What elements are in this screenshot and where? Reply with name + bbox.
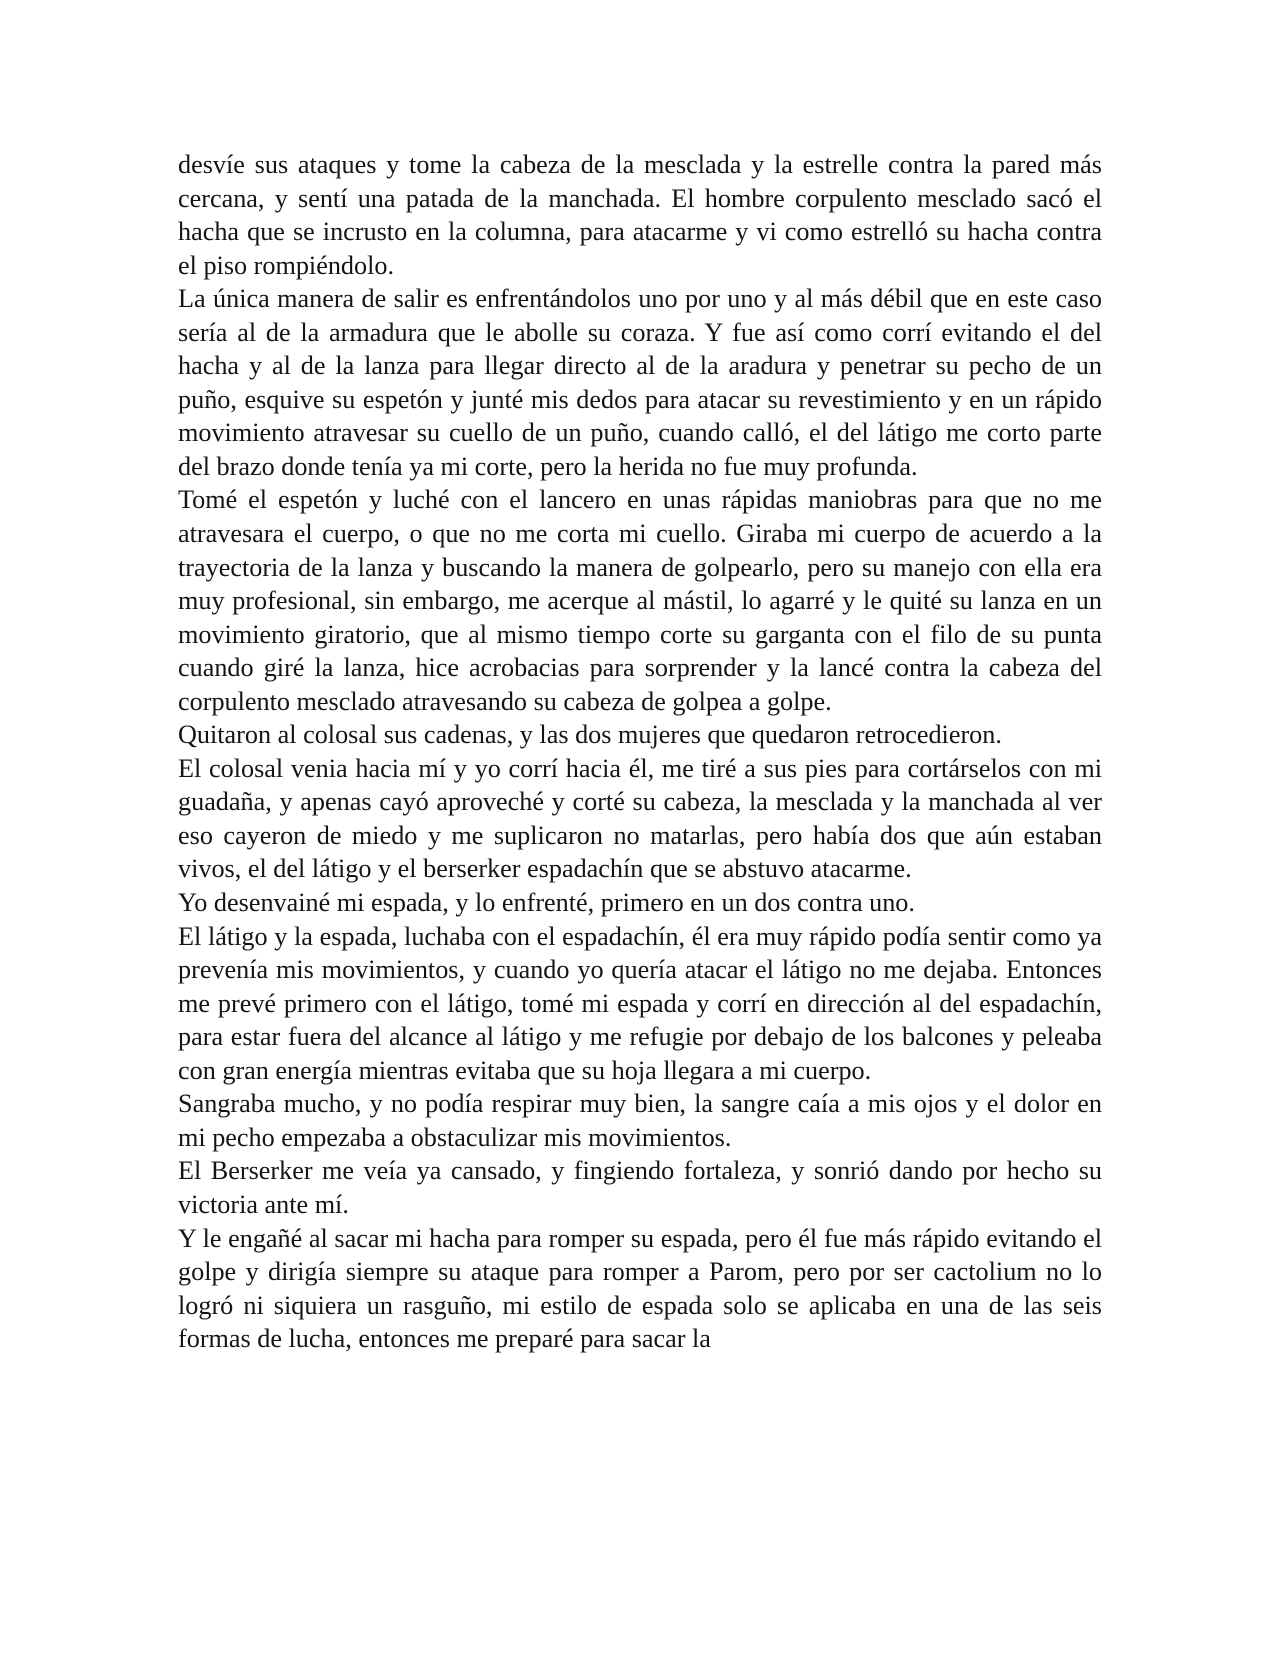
paragraph-1: desvíe sus ataques y tome la cabeza de la mesclada y la estrelle contra la pared más cercana, y sentí una patada de la manchada. El hombre corpulento mesclado sacó el hacha que se incrusto en la columna, para atacarme y vi como estrelló su hacha contra el piso rompiéndolo. <box>178 150 1102 280</box>
paragraph-4: Quitaron al colosal sus cadenas, y las dos mujeres que quedaron retrocedieron. <box>178 720 1002 750</box>
paragraph-8: Sangraba mucho, y no podía respirar muy bien, la sangre caía a mis ojos y el dolor en mi pecho empezaba a obstaculizar mis movimientos. <box>178 1089 1102 1152</box>
paragraph-5: El colosal venia hacia mí y yo corrí hacia él, me tiré a sus pies para cortárselos con mi guadaña, y apenas cayó aproveché y corté su cabeza, la mesclada y la manchada al ver eso cayeron de miedo y me suplicaron no matarlas, pero había dos que aún estaban vivos, el del látigo y el berserker espadachín que se abstuvo atacarme. <box>178 753 1102 884</box>
paragraph-7: El látigo y la espada, luchaba con el espadachín, él era muy rápido podía sentir como ya prevenía mis movimientos, y cuando yo quería atacar el látigo no me dejaba. Entonces me prevé primero con el látigo, tomé mi espada y corrí en dirección al del espadachín, para estar fuera del alcance al látigo y me refugie por debajo de los balcones y peleaba con gran energía mientras evitaba que su hoja llegara a mi cuerpo. <box>178 921 1102 1085</box>
paragraph-6: Yo desenvainé mi espada, y lo enfrenté, primero en un dos contra uno. <box>178 888 915 918</box>
paragraph-10: Y le engañé al sacar mi hacha para romper su espada, pero él fue más rápido evitando el golpe y dirigía siempre su ataque para romper a Parom, pero por ser cactolium no lo logró ni siquiera un rasguño, mi estilo de espada solo se aplicaba en una de las seis formas de lucha, entonces me preparé para sacar la <box>178 1223 1102 1354</box>
body-text <box>178 148 1102 1356</box>
paragraph-3: Tomé el espetón y luché con el lancero en unas rápidas maniobras para que no me atravesara el cuerpo, o que no me corta mi cuello. Giraba mi cuerpo de acuerdo a la trayectoria de la lanza y buscando la manera de golpearlo, pero su manejo con ella era muy profesional, sin embargo, me acerque al mástil, lo agarré y le quité su lanza en un movimiento giratorio, que al mismo tiempo corte su garganta con el filo de su punta cuando giré la lanza, hice acrobacias para sorprender y la lancé contra la cabeza del corpulento mesclado atravesando su cabeza de golpea a golpe. <box>178 485 1102 716</box>
paragraph-9: El Berserker me veía ya cansado, y fingiendo fortaleza, y sonrió dando por hecho su victoria ante mí. <box>178 1156 1102 1219</box>
paragraph-2: La única manera de salir es enfrentándolos uno por uno y al más débil que en este caso sería al de la armadura que le abolle su coraza. Y fue así como corrí evitando el del hacha y al de la lanza para llegar directo al de la aradura y penetrar su pecho de un puño, esquive su espetón y junté mis dedos para atacar su revestimiento y en un rápido movimiento atravesar su cuello de un puño, cuando calló, el del látigo me corto parte del brazo donde tenía ya mi corte, pero la herida no fue muy profunda. <box>178 284 1102 481</box>
